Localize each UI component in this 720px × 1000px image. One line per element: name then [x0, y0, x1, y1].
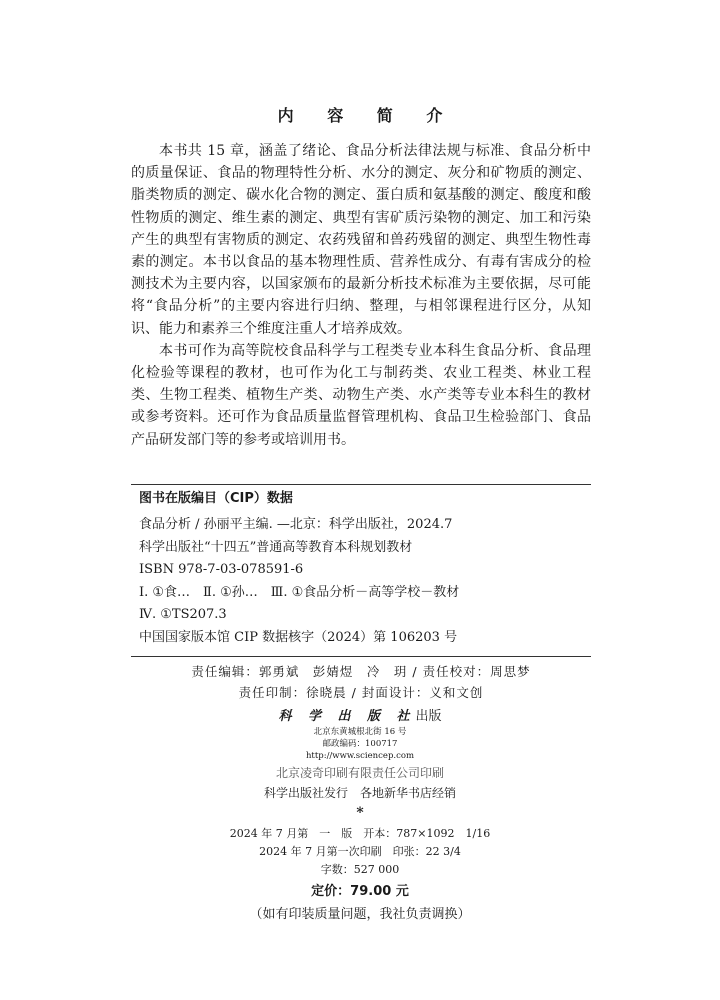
edition-format: 2024 年 7 月第 一 版 开本：787×1092 1/16: [229, 827, 491, 840]
distribution-info: 科学出版社发行 各地新华书店经销: [263, 786, 456, 800]
summary-paragraph-2: 本书可作为高等院校食品科学与工程类专业本科生食品分析、食品理化检验等课程的教材，也可作为化工与制药类、农业工程类、林业工程类、生物工程类、植物生产类、动物生产类、水产类等专业本科生的教材或参考资料。还可作为食品质量监督管理机构、食品卫生检验部门、食品产品研发部门等的参考或培训用书。: [131, 342, 591, 448]
cip-bottom-rule: [131, 656, 591, 657]
cip-top-rule: [131, 484, 591, 485]
quality-notice: （如有印装质量问题，我社负责调换）: [249, 907, 471, 922]
publisher-line: [0, 705, 720, 724]
summary-paragraph-1: 本书共 15 章，涵盖了绪论、食品分析法律法规与标准、食品分析中的质量保证、食品的物理特性分析、水分的测定、灰分和矿物质的测定、脂类物质的测定、碳水化合物的测定、蛋白质和氨基酸的测定、酸度和酸性物质的测定、维生素的测定、典型有害矿质污染物的测定、加工和污染产生的典型有害物质的测定、农药残留和兽药残留的测定、典型生物性毒素的测定。本书以食品的基本物理性质、营养性成分、有毒有害成分的检测技术为主要内容，以国家颁布的最新分析技术标准为主要依据，尽可能将“食品分析”的主要内容进行归纳、整理，与相邻课程进行区分，从知识、能力和素养三个维度注重人才培养成效。: [131, 143, 591, 337]
editor-credits: 责任编辑：郭勇斌 彭婧煜 冷 玥 / 责任校对：周思梦: [191, 664, 531, 679]
publisher-suffix: 出版: [415, 709, 442, 724]
cip-heading: 图书在版编目（CIP）数据: [139, 491, 293, 506]
publisher-address: 北京东黄城根北街 16 号: [313, 727, 407, 737]
cip-line-cip-number: 中国国家版本馆 CIP 数据核字（2024）第 106203 号: [139, 629, 458, 645]
publisher-url: http://www.sciencep.com: [305, 751, 415, 761]
content-summary: [131, 140, 591, 451]
cip-line-isbn: ISBN 978-7-03-078591-6: [139, 562, 304, 577]
cip-line-classification-code: Ⅳ. ①TS207.3: [139, 607, 227, 622]
cip-block: [131, 488, 591, 649]
cip-line-title: 食品分析 / 孙丽平主编. —北京：科学出版社，2024.7: [139, 517, 453, 532]
printer-info: 北京凌奇印刷有限责任公司印刷: [275, 766, 444, 780]
page-title: 内 容 简 介: [277, 106, 457, 125]
word-count: 字数：527 000: [320, 863, 400, 876]
publisher-postcode: 邮政编码：100717: [322, 739, 398, 749]
price: 定价：79.00 元: [311, 884, 409, 899]
cip-line-classification: Ⅰ. ①食… Ⅱ. ①孙… Ⅲ. ①食品分析－高等学校－教材: [139, 584, 460, 600]
printing-sheets: 2024 年 7 月第一次印刷 印张：22 3/4: [259, 845, 461, 858]
publisher-logo-text: 科 学 出 版 社: [278, 709, 416, 724]
cip-line-series: 科学出版社“十四五”普通高等教育本科规划教材: [139, 539, 413, 555]
production-credits: 责任印制：徐晓晨 / 封面设计：义和文创: [238, 685, 484, 700]
separator-asterisk: *: [356, 805, 364, 821]
